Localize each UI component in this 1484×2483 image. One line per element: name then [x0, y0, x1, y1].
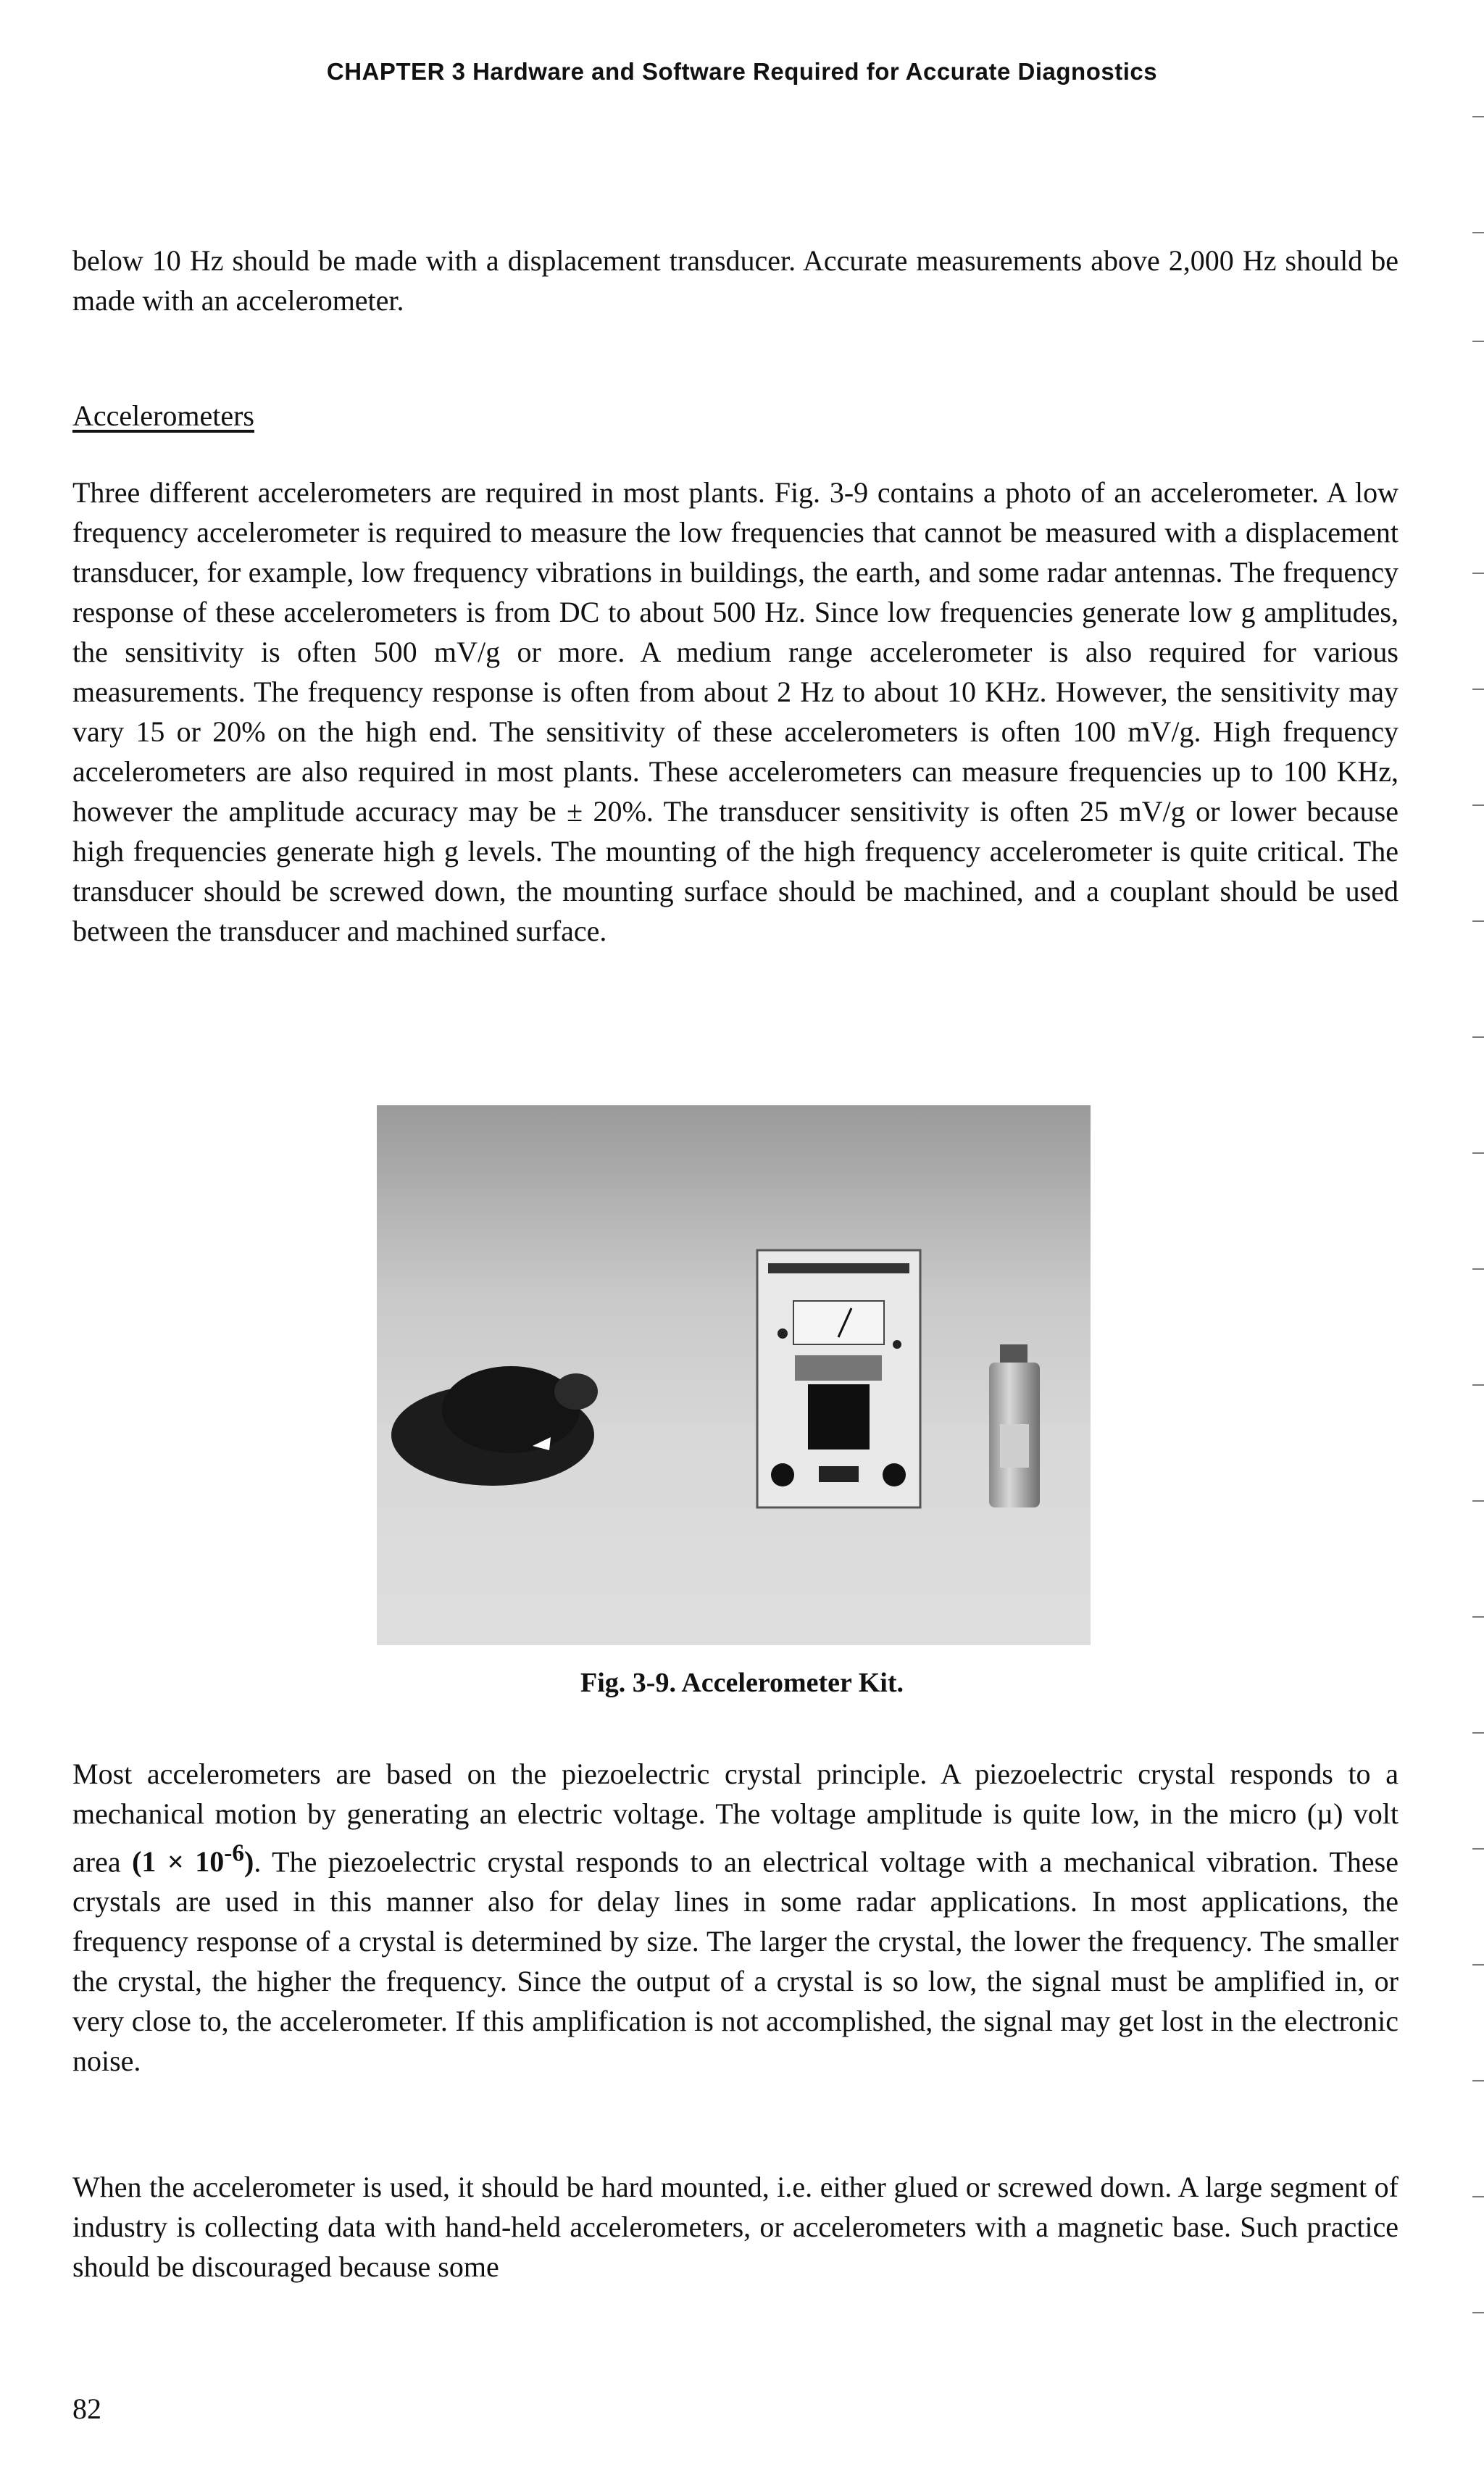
- margin-mark: [1472, 1268, 1484, 1270]
- accelerometer-kit-photo: [377, 1105, 1091, 1645]
- margin-mark: [1472, 1500, 1484, 1502]
- paragraph-accelerometer-types: Three different accelerometers are required in most plants. Fig. 3-9 contains a photo of an accelerometer. A low frequency accelerometer is required to measure the low frequencies that cannot be measured with a displacement transducer, for example, low frequency vibrations in buildings, the earth, and some radar antennas. The frequency response of these accelerometers is from DC to about 500 Hz. Since low frequencies generate low g amplitudes, the sensitivity is often 500 mV/g or more. A medium range accelerometer is also required for various measurements. The frequency response is often from about 2 Hz to about 10 KHz. However, the sensitivity may vary 15 or 20% on the high end. The sensitivity of these accelerometers is often 100 mV/g. High frequency accelerometers are also required in most plants. These accelerometers can measure frequencies up to 100 KHz, however the amplitude accuracy may be ± 20%. The transducer sensitivity is often 25 mV/g or lower because high frequencies generate high g levels. The mounting of the high frequency accelerometer is quite critical. The transducer should be screwed down, the mounting surface should be machined, and a couplant should be used between the transducer and machined surface.: [72, 476, 1398, 947]
- margin-mark: [1472, 1616, 1484, 1618]
- margin-mark: [1472, 341, 1484, 342]
- voltage-math-expression: $(1 \times 10^{-6})$: [132, 1840, 254, 1879]
- margin-mark: [1472, 1848, 1484, 1850]
- margin-mark: [1472, 1732, 1484, 1734]
- margin-mark: [1472, 1152, 1484, 1154]
- chapter-header: CHAPTER 3 Hardware and Software Required for Accurate Diagnostics: [326, 58, 1158, 85]
- margin-mark: [1472, 573, 1484, 574]
- margin-mark: [1472, 689, 1484, 690]
- section-heading: Accelerometers: [72, 399, 254, 432]
- margin-mark: [1472, 2312, 1484, 2313]
- paragraph-piezoelectric-part1: Most accelerometers are based on the piezoelectric crystal principle. A piezoelectric crystal responds to a mechanical motion by generating an electric voltage. The voltage amplitude is quite low, in the micro (µ) volt area: [72, 1758, 1398, 1879]
- paragraph-piezoelectric-part2: . The piezoelectric crystal responds to an electrical voltage with a mechanical vibration. These crystals are used in this manner also for delay lines in some radar applications. In most applications, the frequency response of a crystal is determined by size. The larger the crystal, the lower the frequency. The smaller the crystal, the higher the frequency. Since the output of a crystal is so low, the signal must be amplified in, or very close to, the accelerometer. If this amplification is not accomplished, the signal may get lost in the electronic noise.: [72, 1845, 1398, 2078]
- paragraph-intro: below 10 Hz should be made with a displacement transducer. Accurate measurements above 2,000 Hz should be made with an accelerometer.: [72, 244, 1398, 317]
- margin-mark: [1472, 116, 1484, 117]
- margin-mark: [1472, 232, 1484, 233]
- photo-illustration: [377, 1105, 1091, 1645]
- figure-caption: Fig. 3-9. Accelerometer Kit.: [580, 1668, 904, 1698]
- margin-mark: [1472, 1964, 1484, 1966]
- margin-mark: [1472, 2080, 1484, 2081]
- margin-mark: [1472, 920, 1484, 922]
- page-number: 82: [72, 2392, 101, 2425]
- margin-mark: [1472, 1384, 1484, 1386]
- margin-mark: [1472, 2196, 1484, 2197]
- paragraph-mounting: When the accelerometer is used, it should be hard mounted, i.e. either glued or screwed down. A large segment of industry is collecting data with hand-held accelerometers, or accelerometers with a magnetic base. Such practice should be discouraged because some: [72, 2171, 1398, 2283]
- margin-mark: [1472, 804, 1484, 806]
- margin-mark: [1472, 1036, 1484, 1038]
- paragraph-piezoelectric: [72, 1754, 1398, 2081]
